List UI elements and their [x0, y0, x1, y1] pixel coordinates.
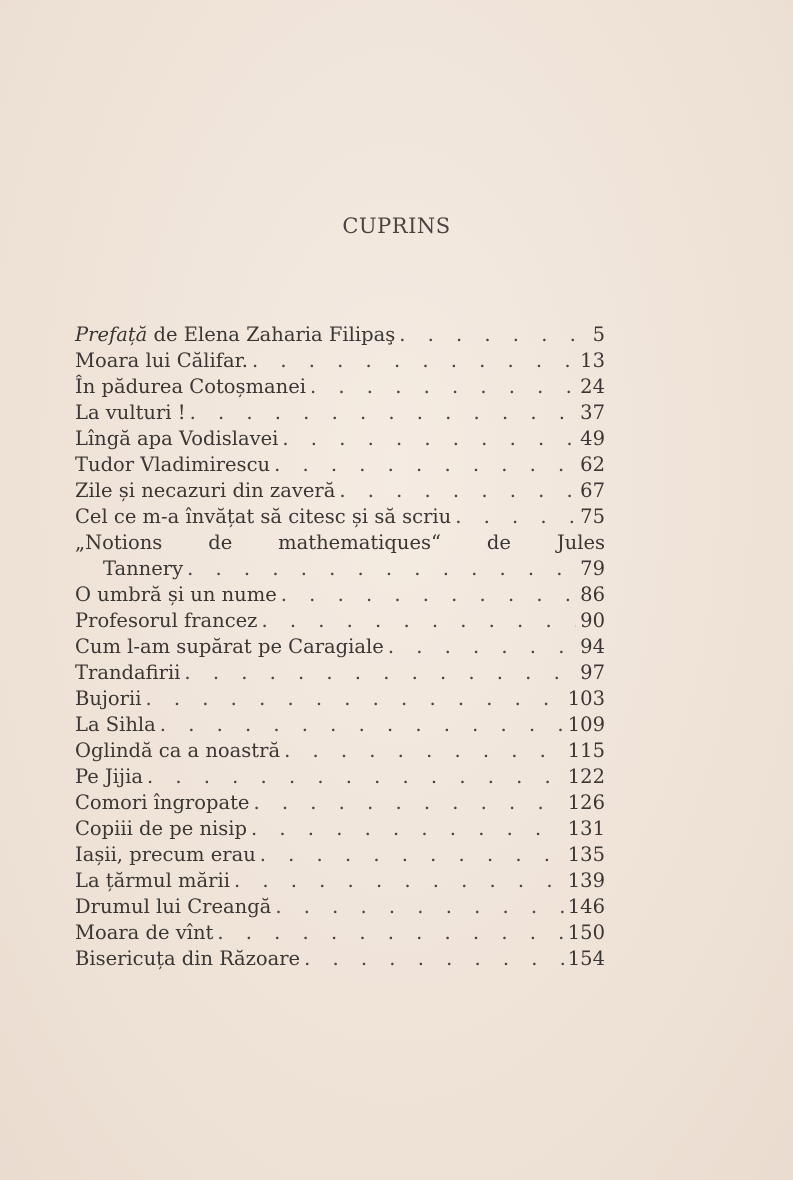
toc-entry-label: Trandafirii — [75, 661, 181, 684]
toc-entry-label-italic: Prefață — [75, 323, 148, 346]
toc-page-number: 5 — [592, 323, 605, 346]
toc-entry — [75, 790, 605, 816]
leader-dots — [274, 452, 576, 478]
toc-entry-label: Moara de vînt — [75, 921, 214, 944]
leader-dots — [284, 738, 564, 764]
leader-dots — [388, 634, 576, 660]
leader-dots — [234, 868, 564, 894]
toc-entry-label: Oglindă ca a noastră — [75, 739, 281, 762]
toc-page-number: 86 — [580, 583, 605, 606]
toc-entry — [75, 842, 605, 868]
toc-entry-label: Cum l-am supărat pe Caragiale — [75, 635, 384, 658]
toc-entry — [75, 348, 605, 374]
leader-dots — [281, 582, 576, 608]
toc-page-number: 103 — [567, 687, 605, 710]
toc-entry-label: Tudor Vladimirescu — [75, 453, 271, 476]
toc-entry — [75, 478, 605, 504]
toc-entry — [75, 504, 605, 530]
leader-dots — [190, 400, 577, 426]
toc-entry-label: Drumul lui Creangă — [75, 895, 272, 918]
leader-dots — [310, 374, 576, 400]
leader-dots — [253, 790, 563, 816]
toc-entry-label-continued: Tannery — [103, 557, 184, 580]
toc-entry — [75, 816, 605, 842]
toc-entry-label: În pădurea Cotoșmanei — [75, 375, 306, 398]
toc-page-number: 146 — [567, 895, 605, 918]
toc-entry — [75, 634, 605, 660]
toc-entry-label: Prefață de Elena Zaharia Filipaş — [75, 323, 396, 346]
toc-entry — [75, 608, 605, 634]
toc-entry-label: Lîngă apa Vodislavei — [75, 427, 279, 450]
toc-page-number: 37 — [580, 401, 605, 424]
toc-entry-label: Cel ce m-a învățat să citesc și să scriu — [75, 505, 452, 528]
toc-entry — [75, 738, 605, 764]
page-title: CUPRINS — [342, 214, 451, 238]
toc-page-number: 94 — [580, 635, 605, 658]
toc-entry — [75, 920, 605, 946]
table-of-contents — [75, 322, 605, 972]
toc-page-number: 49 — [580, 427, 605, 450]
toc-entry-first-line — [75, 530, 605, 556]
leader-dots — [252, 348, 576, 374]
toc-page-number: 135 — [567, 843, 605, 866]
toc-entry — [75, 400, 605, 426]
toc-entry — [75, 322, 605, 348]
toc-entry — [75, 868, 605, 894]
toc-page-number: 90 — [580, 609, 605, 632]
leader-dots — [184, 660, 576, 686]
leader-dots — [187, 556, 576, 582]
toc-page-number: 109 — [567, 713, 605, 736]
toc-entry-label: La vulturi ! — [75, 401, 186, 424]
leader-dots — [282, 426, 576, 452]
toc-page-number: 13 — [580, 349, 605, 372]
leader-dots — [304, 946, 564, 972]
toc-entry-label: O umbră și un nume — [75, 583, 277, 606]
toc-entry — [75, 894, 605, 920]
toc-entry-label: Pe Jijia — [75, 765, 143, 788]
toc-entry — [75, 660, 605, 686]
leader-dots — [339, 478, 576, 504]
leader-dots — [251, 816, 564, 842]
toc-entry-label: „Notions de mathematiques“ de Jules — [75, 531, 605, 554]
toc-entry — [75, 452, 605, 478]
toc-page-number: 139 — [567, 869, 605, 892]
toc-entry-label: La țărmul mării — [75, 869, 230, 892]
toc-page-number: 150 — [567, 921, 605, 944]
leader-dots — [217, 920, 563, 946]
leader-dots — [145, 686, 563, 712]
toc-entry — [75, 426, 605, 452]
toc-page-number: 75 — [580, 505, 605, 528]
toc-page-number: 154 — [567, 947, 605, 970]
leader-dots — [160, 712, 564, 738]
toc-entry-label: Iașii, precum erau — [75, 843, 256, 866]
leader-dots — [455, 504, 576, 530]
toc-entry — [75, 686, 605, 712]
toc-entry — [75, 582, 605, 608]
leader-dots — [260, 842, 564, 868]
toc-entry-label: Bisericuța din Răzoare — [75, 947, 301, 970]
toc-entry — [75, 764, 605, 790]
toc-entry-label: Bujorii — [75, 687, 142, 710]
toc-page-number: 79 — [580, 557, 605, 580]
toc-page-number: 115 — [567, 739, 605, 762]
toc-page-number: 131 — [567, 817, 605, 840]
toc-entry-label: Moara lui Călifar. — [75, 349, 248, 372]
toc-page-number: 97 — [580, 661, 605, 684]
toc-entry — [75, 946, 605, 972]
toc-entry-label: Copiii de pe nisip — [75, 817, 248, 840]
toc-entry — [75, 556, 605, 582]
toc-entry-label: Profesorul francez — [75, 609, 258, 632]
toc-entry-label: La Sihla — [75, 713, 156, 736]
toc-entry — [75, 712, 605, 738]
leader-dots — [147, 764, 564, 790]
leader-dots — [275, 894, 563, 920]
toc-page-number: 62 — [580, 453, 605, 476]
toc-page-number: 122 — [567, 765, 605, 788]
toc-page-number: 67 — [580, 479, 605, 502]
leader-dots — [261, 608, 576, 634]
toc-entry-label: Zile și necazuri din zaveră — [75, 479, 336, 502]
toc-page-number: 126 — [567, 791, 605, 814]
toc-entry-label: Comori îngropate — [75, 791, 250, 814]
toc-entry — [75, 374, 605, 400]
leader-dots — [399, 322, 577, 348]
toc-page-number: 24 — [580, 375, 605, 398]
